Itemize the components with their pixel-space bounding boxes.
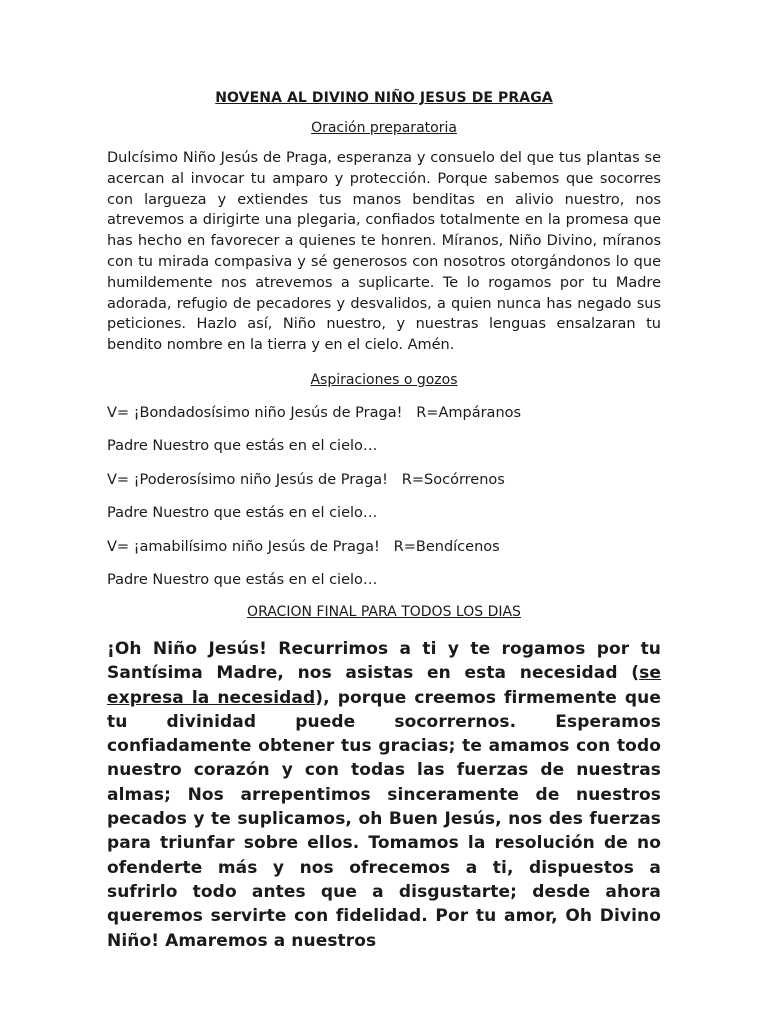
final-prayer-underlined: se expresa la necesidad <box>107 663 661 708</box>
final-prayer-part1: ¡Oh Niño Jesús! Recurrimos a ti y te rogamos por tu Santísima Madre, nos asistas en esta necesidad ( <box>107 638 661 684</box>
section-heading-preparatory: Oración preparatoria <box>311 120 457 136</box>
response-text: R=Socórrenos <box>401 471 505 488</box>
aspiration-line <box>107 537 661 557</box>
our-father-line: Padre Nuestro que estás en el cielo… <box>107 437 378 454</box>
versicle-text: V= ¡Poderosísimo niño Jesús de Praga! <box>107 471 388 488</box>
versicle-text: V= ¡amabilísimo niño Jesús de Praga! <box>107 538 380 555</box>
versicle-text: V= ¡Bondadosísimo niño Jesús de Praga! <box>107 404 403 421</box>
document-title: NOVENA AL DIVINO NIÑO JESUS DE PRAGA <box>215 90 553 106</box>
aspiration-line <box>107 403 661 423</box>
our-father-line: Padre Nuestro que estás en el cielo… <box>107 571 378 588</box>
our-father-line: Padre Nuestro que estás en el cielo… <box>107 504 378 521</box>
final-prayer <box>107 637 661 953</box>
section-heading-final: ORACION FINAL PARA TODOS LOS DIAS <box>247 603 521 620</box>
response-text: R=Ampáranos <box>416 404 522 421</box>
aspirations-list <box>107 403 661 590</box>
document-page <box>107 88 661 953</box>
aspiration-line <box>107 470 661 490</box>
prayer-preparatory: Dulcísimo Niño Jesús de Praga, esperanza y consuelo del que tus plantas se acercan al invocar tu amparo y protección. Porque sabemos que socorres con largueza y extiendes tus manos benditas en alivio nuestro, nos atrevemos a dirigirte una plegaria, confiados totalmente en la promesa que has hecho en favorecer a quienes te honren. Míranos, Niño Divino, míranos con tu mirada compasiva y sé generosos con nosotros otorgándonos lo que humildemente nos atrevemos a suplicarte. Te lo rogamos por tu Madre adorada, refugio de pecadores y desvalidos, a quien nunca has negado sus peticiones. Hazlo así, Niño nuestro, y nuestras lenguas ensalzaran tu bendito nombre en la tierra y en el cielo. Amén. <box>107 150 661 354</box>
final-prayer-part2: ), porque creemos firmemente que tu divinidad puede socorrernos. Esperamos confiadamente obtener tus gracias; te amamos con todo nuestro corazón y con todas las fuerzas de nuestras almas; Nos arrepentimos sinceramente de nuestros pecados y te suplicamos, oh Buen Jesús, nos des fuerzas para triunfar sobre ellos. Tomamos la resolución de no ofenderte más y nos ofrecemos a ti, dispuestos a sufrirlo todo antes que a disgustarte; desde ahora queremos servirte con fidelidad. Por tu amor, Oh Divino Niño! Amaremos a nuestros <box>107 687 661 951</box>
response-text: R=Bendícenos <box>393 538 500 555</box>
section-heading-aspirations: Aspiraciones o gozos <box>310 371 458 388</box>
